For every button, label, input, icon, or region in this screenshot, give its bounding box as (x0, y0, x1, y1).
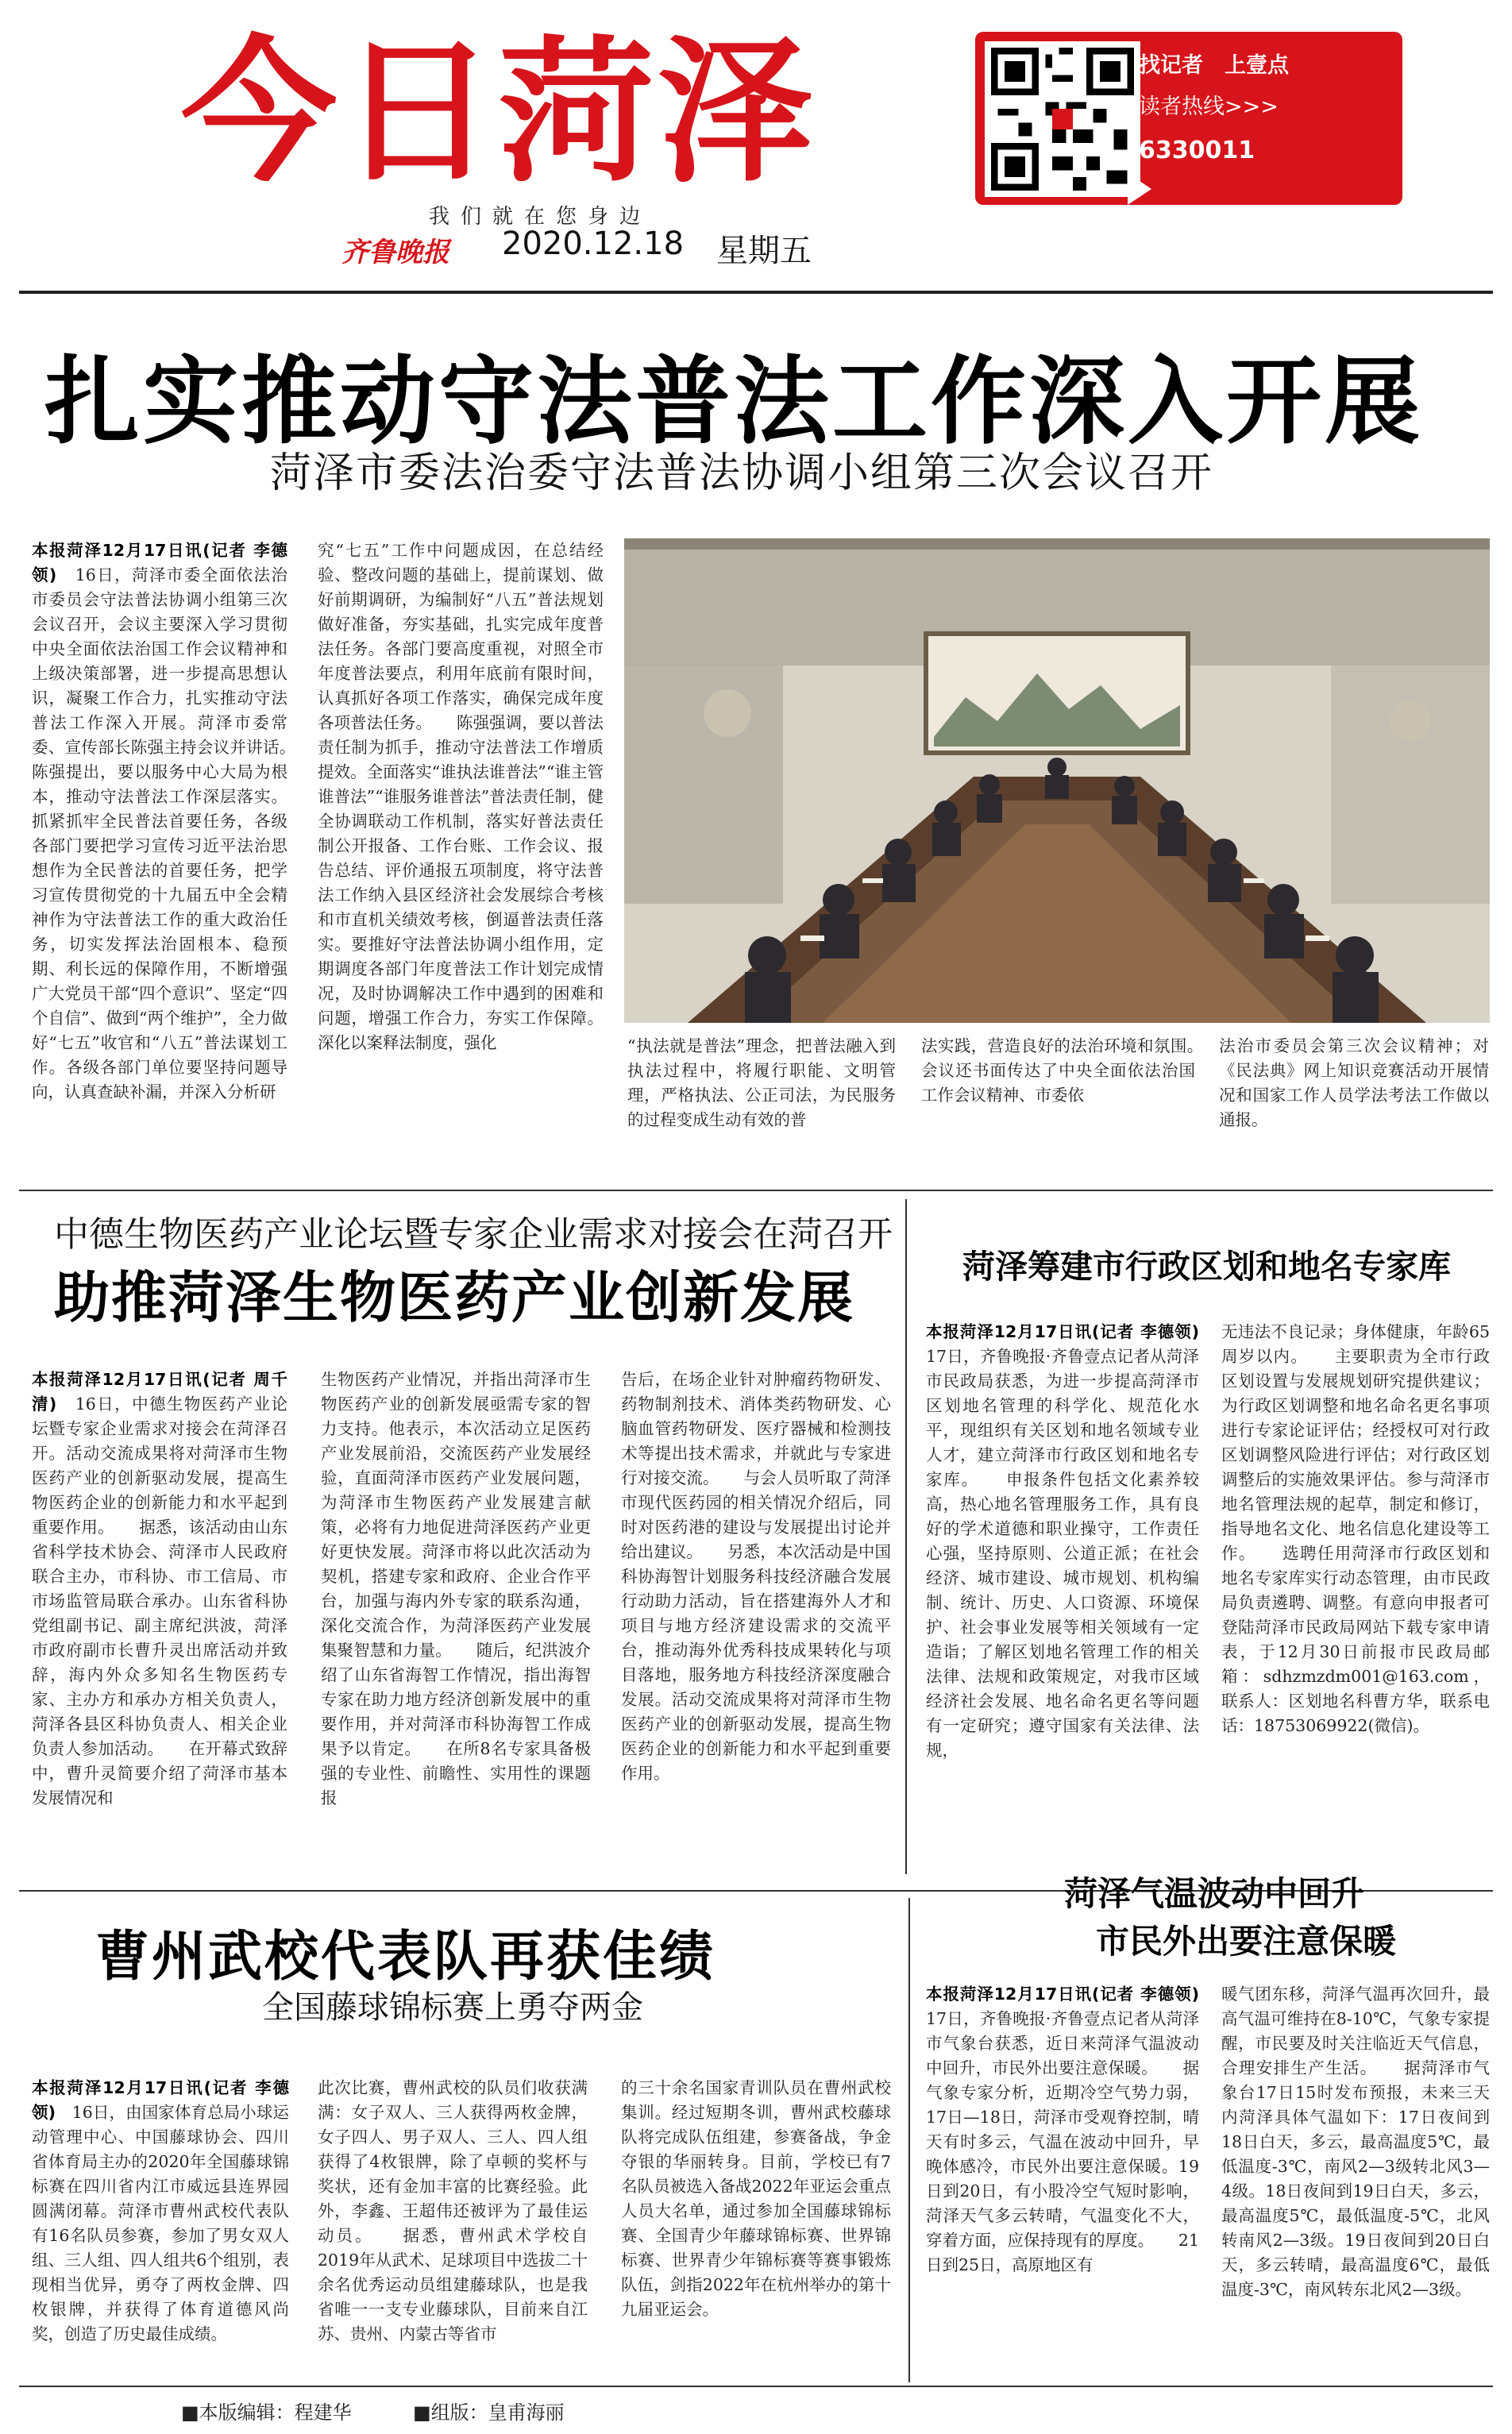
bio-col3-text: 告后，在场企业针对肿瘤药物研发、药物制剂技术、消体类药物研发、心脑血管药物研发、医疗器械和检测技术等提出技术需求，并就此与专家进行对接交流。 与会人员听取了菏泽市现代医药园的相关情况介绍后，同时对医药港的建设与发展提出讨论并给出建议。 另悉，本次活动是中国科协海智计划服务科技经济融合发展行动助力活动，旨在搭建海外人才和项目与地方经济建设需求的交流平台，推动海外优秀科技成果转化与项目落地，服务地方科技经济深度融合发展。活动交流成果将对菏泽市生物医药产业的创新驱动发展，提高生物医药企业的创新能力和水平起到重要作用。 (621, 1370, 891, 1783)
bio-subheadline: 中德生物医药产业论坛暨专家企业需求对接会在菏召开 (54, 1214, 893, 1255)
wushu-col2-text: 此次比赛，曹州武校的队员们收获满满：女子双人、三人获得两枚金牌，女子四人、男子双人、三人、四人组获得了4枚银牌，除了卓顿的奖杯与奖状，还有金加丰富的比赛经验。此外，李鑫、王超伟还被评为了最佳运动员。 据悉，曹州武术学校自2019年从武术、足球项目中选拔二十余名优秀运动员组建藤球队，也是我省唯一一支专业藤球队，目前来自江苏、贵州、内蒙古等省市 (318, 2078, 588, 2343)
expert-dateline: 本报菏泽12月17日讯(记者 李德领) (926, 1322, 1199, 1341)
column-divider (905, 1199, 907, 1874)
section-divider (19, 1190, 1493, 1191)
bio-column-1 (32, 1367, 287, 1876)
qr-code-icon[interactable] (985, 41, 1140, 197)
weather-col2-text: 暖气团东移，菏泽气温再次回升，最高气温可维持在8-10℃，气象专家提醒，市民要及时关注临近天气信息，合理安排生产生活。 据菏泽市气象台17日15时发布预报，未来三天内菏泽具体气温如下：17日夜间到18日白天，多云，最高温度5℃，最低温度-3℃，南风2—3级转北风3—4级。18日夜间到19日白天，多云，最高温度5℃，最低温度-5℃，北风转南风2—3级。19日夜间到20日白天，多云转晴，最高温度6℃，最低温度-3℃，南风转东北风2—3级。 (1221, 1985, 1490, 2299)
meeting-photo (624, 538, 1490, 1023)
weather-headline-line2: 市民外出要注意保暖 (1096, 1922, 1397, 1961)
bio-dateline: 本报菏泽12月17日讯(记者 周千清) (32, 1370, 287, 1414)
lead-column-5 (1219, 1034, 1489, 1182)
weather-headline-line1: 菏泽气温波动中回升 (1064, 1874, 1365, 1913)
wushu-column-3 (621, 2076, 891, 2378)
footer-divider (19, 2386, 1493, 2387)
weather-dateline: 本报菏泽12月17日讯(记者 李德领) (926, 1985, 1199, 2004)
weather-col1-text: 17日，齐鲁晚报·齐鲁壹点记者从菏泽市气象台获悉，近日来菏泽气温波动中回升，市民外出要注意保暖。 据气象专家分析，近期冷空气势力弱，17日—18日，菏泽市受观脊控制，晴天有时多云，气温在波动中回升，早晚体感冷，市民外出要注意保暖。19日到20日，有小股冷空气短时影响，菏泽天气多云转晴，气温变化不大，穿着方面，应保持现有的厚度。 21日到25日，高原地区有 (926, 2009, 1199, 2274)
lead-col1-text: 16日，菏泽市委全面依法治市委员会守法普法协调小组第三次会议召开，会议主要深入学习贯彻中央全面依法治国工作会议精神和上级决策部署，进一步提高思想认识，凝聚工作合力，扎实推动守法普法工作深入开展。菏泽市委常委、宣传部长陈强主持会议并讲话。 陈强提出，要以服务中心大局为根本，推动守法普法工作深层落实。抓紧抓牢全民普法首要任务，各级各部门要把学习宣传习近平法治思想作为全民普法的首要任务，把学习宣传贯彻党的十九届五中全会精神作为守法普法工作的重大政治任务，切实发挥法治固根本、稳预期、利长远的保障作用，不断增强广大党员干部“四个意识”、坚定“四个自信”、做到“两个维护”，全力做好“七五”收官和“八五”普法谋划工作。各级各部门单位要坚持问题导向，认真查缺补漏，并深入分析研 (32, 565, 320, 1101)
qr-pointer-icon (1128, 173, 1151, 205)
expert-headline: 菏泽筹建市行政区划和地名专家库 (962, 1248, 1451, 1286)
lead-column-2 (318, 538, 604, 1174)
wushu-column-2 (318, 2076, 588, 2378)
wushu-headline: 曹州武校代表队再获佳绩 (95, 1926, 716, 1988)
masthead-title: 今日菏泽 (181, 22, 817, 203)
wushu-col1-text: 16日，由国家体育总局小球运动管理中心、中国藤球协会、四川省体育局主办的2020年全国藤球锦标赛在四川省内江市威远县连界园圆满闭幕。菏泽市曹州武校代表队有16名队员参赛，参加了男女双人组、三人组、四人组共6个组别，表现相当优异，勇夺了两枚金牌、四枚银牌，并获得了体育道德风尚奖，创造了历史最佳成绩。 (32, 2103, 290, 2343)
lead-col5-text: 法治市委员会第三次会议精神；对《民法典》网上知识竞赛活动开展情况和国家工作人员学法考法工作做以通报。 (1219, 1036, 1489, 1129)
lead-col4-text: 法实践，营造良好的法治环境和氛围。 会议还书面传达了中央全面依法治国工作会议精神、市委依 (921, 1036, 1228, 1105)
weather-column-1 (926, 1982, 1199, 2379)
issue-weekday: 星期五 (716, 233, 812, 269)
expert-column-2 (1221, 1320, 1490, 1876)
bio-col2-text: 生物医药产业情况，并指出菏泽市生物医药产业的创新发展亟需专家的智力支持。他表示，本次活动立足医药产业发展前沿，交流医药产业发展经验，直面菏泽市医药产业发展问题，为菏泽市生物医药产业发展建言献策，必将有力地促进菏泽医药产业更好更快发展。菏泽市将以此次活动为契机，搭建专家和政府、企业合作平台，加强与海内外专家的联系沟通，深化交流合作，为菏泽医药产业发展集聚智慧和力量。 随后，纪洪波介绍了山东省海智工作情况，指出海智专家在助力地方经济创新发展中的重要作用，并对菏泽市科协海智工作成果予以肯定。 在所8名专家具备极强的专业性、前瞻性、实用性的课题报 (321, 1370, 591, 1807)
wushu-dateline: 本报菏泽12月17日讯(记者 李德领) (32, 2078, 289, 2122)
wushu-column-1 (32, 2076, 289, 2378)
column-divider-2 (908, 1898, 910, 2382)
wushu-subheadline: 全国藤球锦标赛上勇夺两金 (262, 1989, 643, 2026)
hotline-label: 读者热线>>> (1139, 95, 1279, 119)
expert-col2-text: 无违法不良记录；身体健康，年龄65周岁以内。 主要职责为全市行政区划设置与发展规划研究提供建议；为行政区划调整和地名命名更名事项进行专家论证评估；经授权可对行政区划调整风险进行评估；对行政区划调整后的实施效果评估。参与菏泽市地名管理法规的起草，制定和修订，指导地名文化、地名信息化建设等工作。 选聘任用菏泽市行政区划和地名专家库实行动态管理，由市民政局负责遴聘、调整。有意向申报者可登陆菏泽市民政局网站下载专家申请表，于12月30日前报市民政局邮箱：sdhzmzdm001@163.com，联系人：区划地名科曹方华，联系电话：18753069922(微信)。 (1221, 1322, 1490, 1735)
expert-column-1 (926, 1320, 1199, 1876)
lead-subheadline: 菏泽市委法治委守法普法协调小组第三次会议召开 (270, 449, 1214, 497)
bio-column-2 (321, 1367, 591, 1876)
hotline-number[interactable]: 6330011 (1139, 137, 1256, 164)
bio-column-3 (621, 1367, 891, 1876)
expert-col1-text: 17日，齐鲁晚报·齐鲁壹点记者从菏泽市民政局获悉，为进一步提高菏泽市区划地名管理的科学化、规范化水平，现组织有关区划和地名领域专业人才，建立菏泽市行政区划和地名专家库。 申报条件包括文化素养较高，热心地名管理服务工作，具有良好的学术道德和职业操守，工作责任心强，坚持原则、公道正派；在社会经济、城市建设、城市规划、机构编制、统计、历史、人口资源、环境保护、社会事业发展等相关领域有一定造诣；了解区划地名管理工作的相关法律、法规和政策规定，对我市区域经济社会发展、地名命名更名等问题有一定研究；遵守国家有关法律、法规， (926, 1347, 1199, 1760)
weather-column-2 (1221, 1982, 1490, 2379)
lead-col2-text: 究“七五”工作中问题成因，在总结经验、整改问题的基础上，提前谋划、做好前期调研，为编制好“八五”普法规划做好准备，夯实基础，扎实完成年度普法任务。各部门要高度重视，对照全市年度普法要点，利用年底前有限时间，认真抓好各项工作落实，确保完成年度各项普法任务。 陈强强调，要以普法责任制为抓手，推动守法普法工作增质提效。全面落实“谁执法谁普法”“谁主管谁普法”“谁服务谁普法”普法责任制，健全协调联动工作机制，落实好普法责任制公开报备、工作台账、工作会议、报告总结、评价通报五项制度，将守法普法工作纳入县区经济社会发展综合考核和市直机关绩效考核，倒逼普法责任落实。要推好守法普法协调小组作用，定期调度各部门年度普法工作计划完成情况，及时协调解决工作中遇到的困难和问题，增强工作合力，夯实工作保障。深化以案释法制度，强化 (318, 541, 604, 1052)
lead-col3-text: “执法就是普法”理念，把普法融入到执法过程中，将履行职能、文明管理，严格执法、公正司法，为民服务的过程变成生动有效的普 (627, 1036, 896, 1129)
bio-col1-text: 16日，中德生物医药产业论坛暨专家企业需求对接会在菏泽召开。活动交流成果将对菏泽市生物医药产业的创新驱动发展，提高生物医药企业的创新能力和水平起到重要作用。 据悉，该活动由山东省科学技术协会、菏泽市人民政府联合主办，市科协、市工信局、市市场监管局联合承办。山东省科协党组副书记、副主席纪洪波，菏泽市政府副市长曹升灵出席活动并致辞，海内外众多知名生物医药专家、主办方和承办方相关负责人，菏泽各县区科协负责人、相关企业负责人参加活动。 在开幕式致辞中，曹升灵简要介绍了菏泽市基本发展情况和 (32, 1394, 288, 1807)
issue-date: 2020.12.18 (502, 226, 685, 262)
lead-dateline: 本报菏泽12月17日讯(记者 李德领) (32, 541, 287, 584)
footer-layout: ■组版：皇甫海丽 (413, 2401, 565, 2424)
contact-slogan: 找记者 上壹点 (1139, 53, 1289, 78)
wushu-col3-text: 的三十余名国家青训队员在曹州武校集训。经过短期冬训，曹州武校藤球队将完成队伍组建，参赛备战，争金夺银的华丽转身。目前，学校已有7名队员被选入备战2022年亚运会重点人员大名单，通过参加全国藤球锦标赛、全国青少年藤球锦标赛、世界锦标赛、世界青少年锦标赛等赛事锻炼队伍，剑指2022年在杭州举办的第十九届亚运会。 (621, 2078, 891, 2319)
lead-headline: 扎实推动守法普法工作深入开展 (44, 347, 1423, 457)
footer-editor: ■本版编辑：程建华 (181, 2401, 352, 2424)
lead-column-3 (627, 1034, 896, 1182)
masthead-divider (19, 291, 1493, 294)
slogan: 我们就在您身边 (429, 205, 652, 229)
brand-logo: 齐鲁晚报 (341, 237, 449, 268)
lead-column-4 (921, 1034, 1228, 1182)
lead-column-1 (32, 538, 320, 1174)
bio-headline: 助推菏泽生物医药产业创新发展 (54, 1265, 854, 1330)
